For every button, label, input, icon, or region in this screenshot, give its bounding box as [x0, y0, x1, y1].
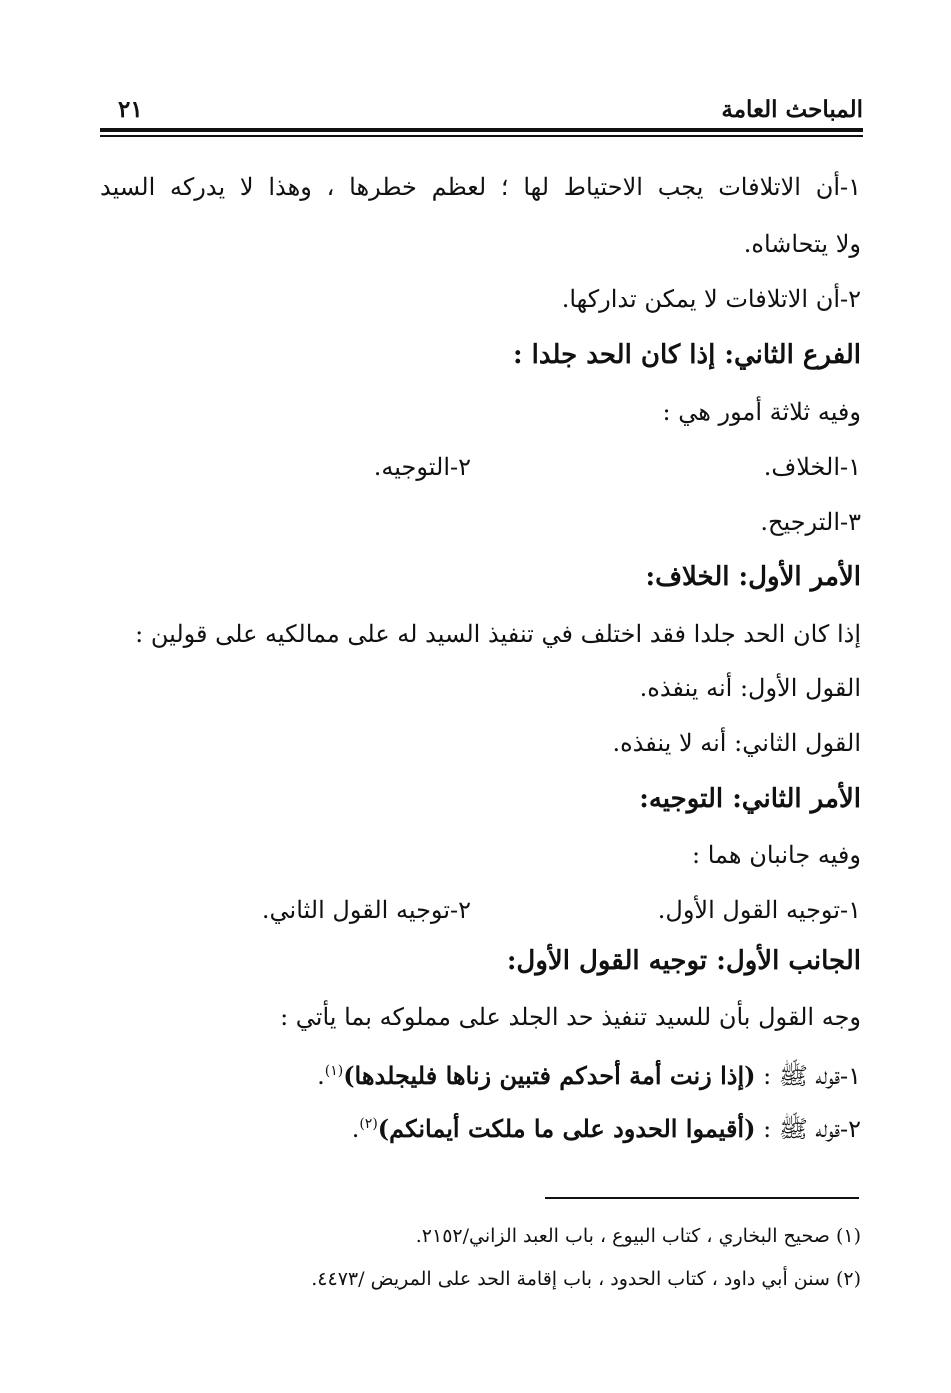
footnote-separator: [545, 1197, 859, 1199]
list-item: ٣-الترجيح.: [760, 508, 861, 536]
section-heading: الأمر الأول: الخلاف:: [645, 562, 861, 592]
section-heading: الجانب الأول: توجيه القول الأول:: [506, 946, 861, 976]
header-rule-thick: [100, 128, 863, 132]
footnote-ref[interactable]: (١): [324, 1063, 344, 1079]
section-heading: الفرع الثاني: إذا كان الحد جلدا :: [512, 340, 861, 370]
hadith-text: (إذا زنت أمة أحدكم فتبين زناها فليجلدها): [343, 1061, 756, 1090]
paragraph-line: ٢-أن الاتلافات لا يمكن تداركها.: [561, 285, 861, 313]
running-header-title: المباحث العامة: [721, 96, 863, 123]
paragraph-line: القول الثاني: أنه لا ينفذه.: [612, 729, 861, 757]
paragraph-line: وفيه ثلاثة أمور هي :: [662, 398, 861, 426]
hadith-text: (أقيموا الحدود على ما ملكت أيمانكم): [377, 1114, 756, 1143]
header-rule-thin: [100, 135, 863, 137]
paragraph-line: وفيه جانبان هما :: [692, 841, 861, 869]
hadith-line: [352, 1109, 861, 1144]
hadith-intro: ٢-قوله ﷺ :: [755, 1115, 861, 1143]
hadith-intro: ١-قوله ﷺ :: [755, 1062, 861, 1090]
paragraph-line: ١-أن الاتلافات يجب الاحتياط لها ؛ لعظم خطرها ، وهذا لا يدركه السيد: [100, 173, 861, 201]
list-item: ٢-توجيه القول الثاني.: [261, 896, 471, 924]
paragraph-line: القول الأول: أنه ينفذه.: [639, 674, 861, 702]
period: .: [317, 1062, 325, 1090]
list-item: ١-توجيه القول الأول.: [657, 896, 861, 924]
section-heading: الأمر الثاني: التوجيه:: [639, 784, 861, 814]
period: .: [351, 1115, 360, 1143]
paragraph-line: وجه القول بأن للسيد تنفيذ حد الجلد على مملوكه بما يأتي :: [280, 1003, 861, 1031]
footnote: (٢) سنن أبي داود ، كتاب الحدود ، باب إقامة الحد على المريض /٤٤٧٣.: [311, 1268, 861, 1290]
hadith-line: [317, 1056, 861, 1091]
footnote-ref[interactable]: (٢): [359, 1116, 378, 1132]
footnote: (١) صحيح البخاري ، كتاب البيوع ، باب العبد الزاني/٢١٥٢.: [415, 1225, 861, 1247]
page-number: ٢١: [118, 96, 143, 123]
paragraph-line: ولا يتحاشاه.: [743, 230, 861, 258]
paragraph-line: إذا كان الحد جلدا فقد اختلف في تنفيذ السيد له على ممالكيه على قولين :: [135, 620, 861, 648]
list-item: ١-الخلاف.: [763, 453, 861, 481]
list-item: ٢-التوجيه.: [373, 453, 471, 481]
